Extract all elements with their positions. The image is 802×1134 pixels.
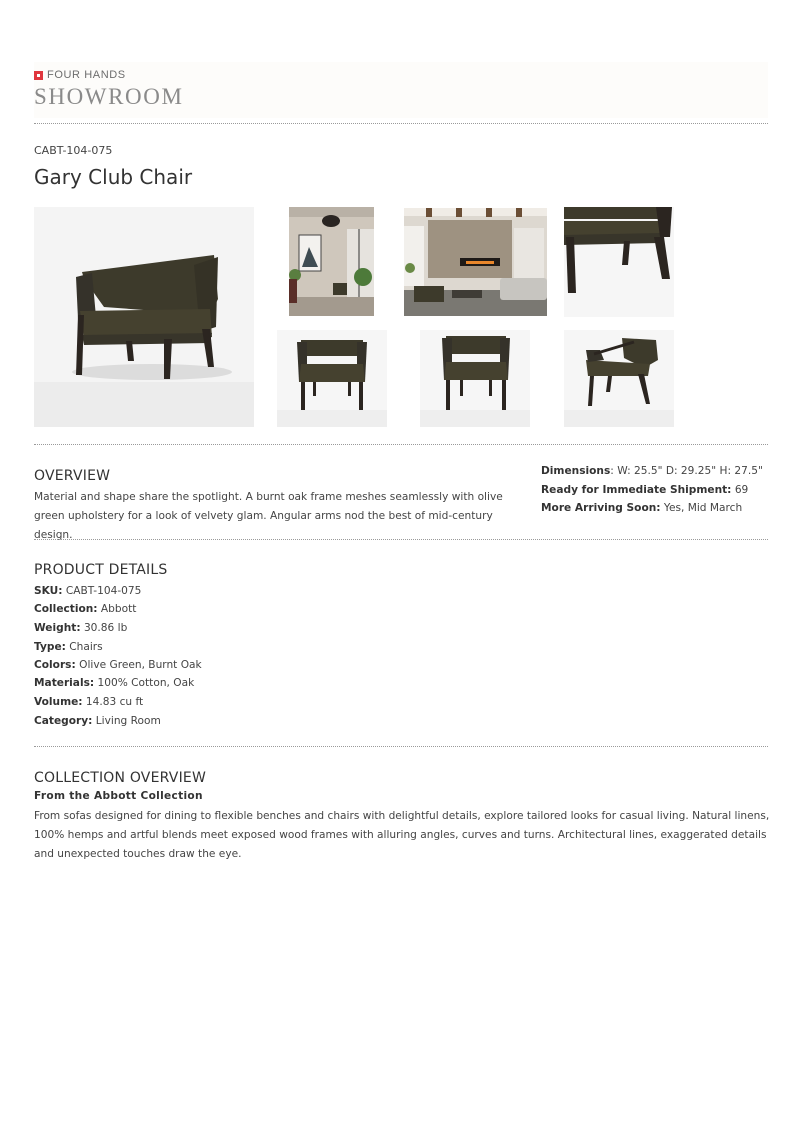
front-view-image[interactable]	[277, 330, 387, 427]
product-details-heading: PRODUCT DETAILS	[34, 562, 168, 578]
brand-name: FOUR HANDS	[47, 69, 126, 81]
lifestyle-image-2[interactable]	[404, 208, 547, 316]
detail-type	[34, 641, 103, 653]
brand-row	[34, 69, 126, 81]
spec-ready-shipment	[541, 484, 748, 496]
spec-value: W: 25.5" D: 29.25" H: 27.5"	[617, 465, 763, 477]
detail-sku	[34, 585, 141, 597]
divider	[34, 123, 768, 124]
chair-front-angle-image	[420, 330, 530, 427]
overview-heading: OVERVIEW	[34, 468, 111, 484]
detail-category	[34, 715, 161, 727]
header	[34, 62, 768, 118]
divider	[34, 444, 768, 445]
collection-subheading: From the Abbott Collection	[34, 790, 203, 802]
side-view-image[interactable]	[564, 330, 674, 427]
detail-value: 100% Cotton, Oak	[97, 677, 195, 689]
chair-three-quarter-image	[34, 207, 254, 427]
spec-value: 69	[734, 484, 749, 496]
detail-label: Category:	[34, 715, 93, 727]
chair-front-image	[277, 330, 387, 427]
brand-logo-icon	[34, 71, 43, 80]
detail-value: Olive Green, Burnt Oak	[79, 659, 202, 671]
divider	[34, 539, 768, 540]
spec-value: Yes, Mid March	[663, 502, 743, 514]
spec-label: Dimensions	[541, 465, 611, 477]
collection-overview-heading: COLLECTION OVERVIEW	[34, 770, 206, 786]
chair-side-image	[564, 330, 674, 427]
spec-more-arriving	[541, 502, 742, 514]
detail-collection	[34, 603, 136, 615]
collection-text: From sofas designed for dining to flexible benches and chairs with delightful details, explore tailored looks for casual living. Natural linens, 100% hemps and artful blends meet exposed wood frames with alluring angles, curves and turns. Architectural lines, exaggerated details and unexpected touches draw the eye.	[34, 810, 770, 860]
room-scene-image	[289, 207, 374, 316]
detail-value: CABT-104-075	[65, 585, 142, 597]
detail-value: Living Room	[95, 715, 161, 727]
detail-label: Materials:	[34, 677, 95, 689]
detail-value: 14.83 cu ft	[85, 696, 144, 708]
detail-image[interactable]	[564, 207, 674, 317]
detail-label: Type:	[34, 641, 66, 653]
product-sku-heading: CABT-104-075	[34, 144, 113, 157]
divider	[34, 746, 768, 747]
detail-value: Abbott	[100, 603, 137, 615]
detail-weight	[34, 622, 127, 634]
spec-label: More Arriving Soon:	[541, 502, 661, 514]
product-title: Gary Club Chair	[34, 165, 193, 189]
showroom-title: SHOWROOM	[34, 84, 184, 109]
spec-label: Ready for Immediate Shipment:	[541, 484, 732, 496]
main-product-image[interactable]	[34, 207, 254, 427]
detail-label: SKU:	[34, 585, 63, 597]
spec-dimensions	[541, 465, 763, 477]
detail-value: Chairs	[69, 641, 103, 653]
detail-label: Collection:	[34, 603, 98, 615]
detail-label: Colors:	[34, 659, 76, 671]
chair-closeup-image	[564, 207, 674, 317]
detail-label: Volume:	[34, 696, 83, 708]
detail-materials	[34, 677, 194, 689]
front-angle-image[interactable]	[420, 330, 530, 427]
spec-separator: :	[610, 465, 614, 477]
detail-label: Weight:	[34, 622, 81, 634]
overview-text: Material and shape share the spotlight. A burnt oak frame meshes seamlessly with olive green upholstery for a look of velvety glam. Angular arms nod the best of mid-century design.	[34, 491, 503, 541]
living-room-image	[404, 208, 547, 316]
detail-value: 30.86 lb	[83, 622, 128, 634]
detail-colors	[34, 659, 202, 671]
detail-volume	[34, 696, 143, 708]
lifestyle-image-1[interactable]	[289, 207, 374, 316]
